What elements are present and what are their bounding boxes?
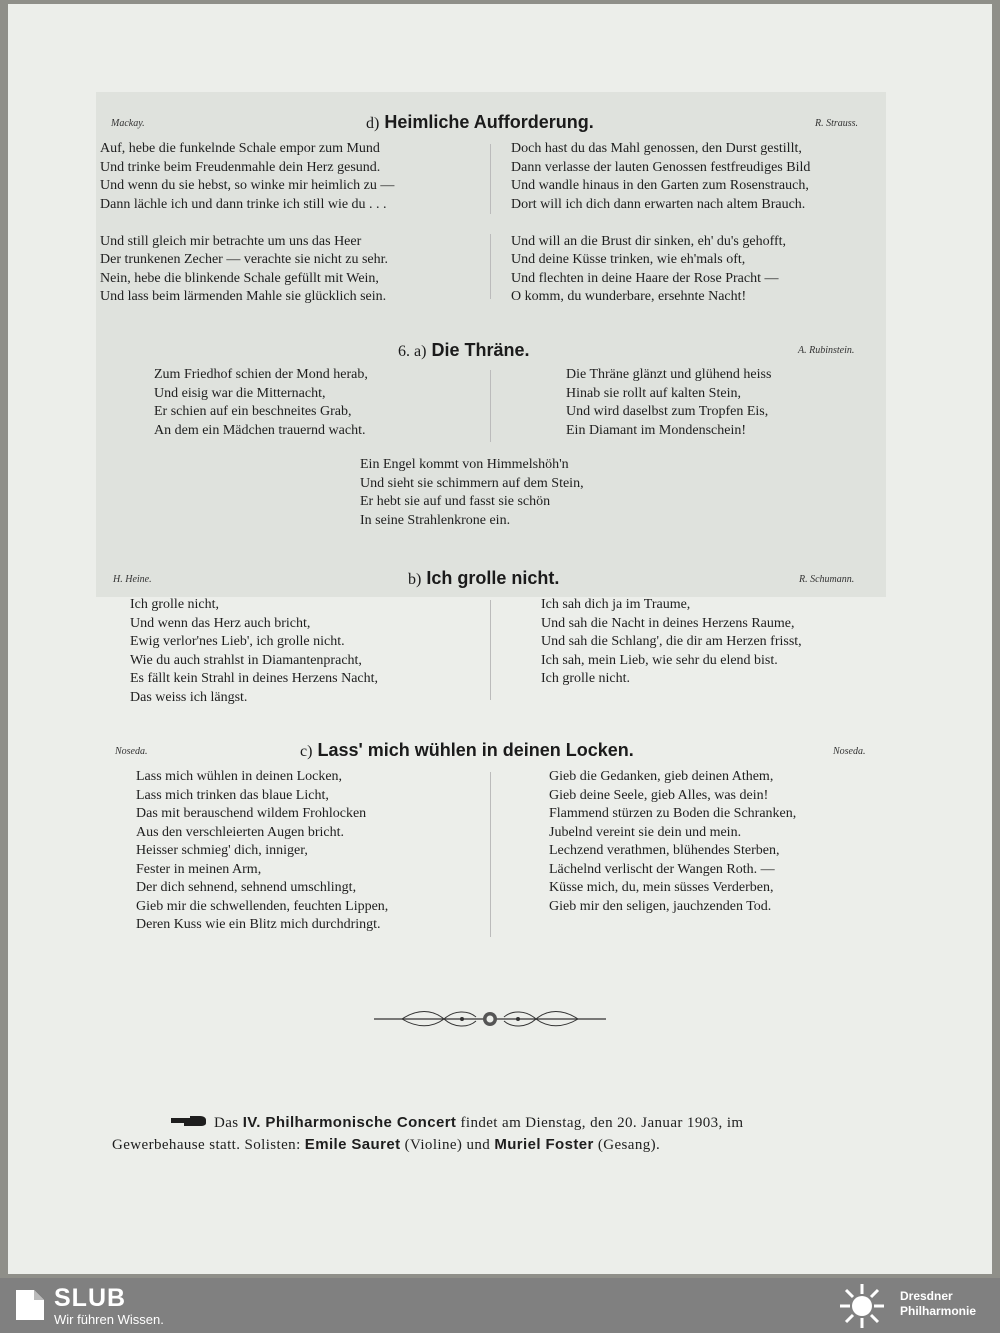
heading-text: Lass' mich wühlen in deinen Locken. — [317, 740, 634, 760]
verse-line: Ich sah dich ja im Traume, — [541, 597, 691, 612]
verse-line: Dann lächle ich und dann trinke ich still wie du . . . — [100, 196, 387, 212]
heading-ich-grolle-nicht — [408, 568, 559, 589]
verse-line: Gieb mir den seligen, jauchzenden Tod. — [549, 898, 772, 914]
verse-line: Lächelnd verlischt der Wangen Roth. — — [549, 861, 775, 877]
poet-noseda: Noseda. — [115, 746, 148, 757]
verse-line: Hinab sie rollt auf kalten Stein, — [566, 385, 741, 401]
verse-line: Und still gleich mir betrachte um uns das Heer — [100, 233, 362, 249]
verse-line: Dann verlasse der lauten Genossen festfreudiges Bild — [511, 159, 811, 175]
heading-lass-mich-wuehlen — [300, 740, 634, 761]
verse-line: Zum Friedhof schien der Mond herab, — [154, 367, 368, 382]
ornament-divider — [372, 1006, 608, 1032]
verse-line — [511, 214, 810, 233]
verse-line: Doch hast du das Mahl genossen, den Durst gestillt, — [511, 141, 802, 156]
slub-logo-icon — [14, 1288, 46, 1322]
heading-label: b) — [408, 571, 422, 588]
verse-line: Und sieht sie schimmern auf dem Stein, — [360, 475, 584, 491]
verse-a6-right — [566, 366, 771, 440]
verse-line: Auf, hebe die funkelnde Schale empor zum Mund — [100, 141, 380, 156]
verse-line: Und wenn das Herz auch bricht, — [130, 615, 311, 631]
verse-line: Er schien auf ein beschneites Grab, — [154, 404, 352, 419]
verse-line: Und lass beim lärmenden Mahle sie glücklich sein. — [100, 289, 387, 304]
verse-line: Die Thräne glänzt und glühend heiss — [566, 367, 772, 382]
heading-label: d) — [366, 115, 380, 132]
heading-text: Ich grolle nicht. — [426, 568, 560, 588]
verse-line: Und deine Küsse trinken, wie eh'mals oft, — [511, 252, 746, 267]
philharmonie-logo-icon — [838, 1282, 886, 1330]
philharmonie-name — [900, 1289, 976, 1319]
verse-line: Ich grolle nicht, — [130, 597, 220, 612]
heading-die-thraene — [398, 340, 529, 361]
verse-line: Und wandle hinaus in den Garten zum Rosenstrauch, — [511, 178, 809, 193]
concert-text: (Violine) und — [400, 1137, 495, 1153]
pointing-hand-icon — [170, 1114, 208, 1128]
verse-line: Wie du auch strahlst in Diamantenpracht, — [130, 652, 362, 668]
verse-line: Jubelnd vereint sie dein und mein. — [549, 824, 742, 840]
poet-heine: H. Heine. — [113, 574, 152, 585]
verse-line: Das weiss ich längst. — [130, 689, 248, 705]
verse-line: In seine Strahlenkrone ein. — [360, 512, 511, 528]
verse-line: Lechzend verathmen, blühendes Sterben, — [549, 843, 780, 858]
poet-mackay: Mackay. — [111, 118, 145, 129]
philharmonie-line-1: Dresdner — [900, 1289, 953, 1303]
verse-line: Das mit berauschend wildem Frohlocken — [136, 806, 367, 821]
verse-line: Ewig verlor'nes Lieb', ich grolle nicht. — [130, 634, 345, 649]
concert-text: (Gesang). — [593, 1137, 661, 1153]
verse-line: Ein Diamant im Mondenschein! — [566, 422, 747, 438]
soloist-foster: Muriel Foster — [494, 1136, 594, 1153]
column-divider — [490, 600, 491, 700]
verse-line: Gieb deine Seele, gieb Alles, was dein! — [549, 787, 769, 803]
composer-noseda: Noseda. — [833, 746, 866, 757]
concert-title: IV. Philharmonische Concert — [242, 1114, 457, 1131]
philharmonie-line-2: Philharmonie — [900, 1304, 977, 1318]
composer-strauss: R. Strauss. — [815, 118, 859, 129]
heading-heimliche-aufforderung — [366, 112, 594, 133]
verse-line — [100, 214, 394, 233]
verse-a6-left — [154, 366, 368, 440]
soloist-sauret: Emile Sauret — [304, 1136, 401, 1153]
verse-line: Der dich sehnend, sehnend umschlingt, — [136, 880, 357, 895]
slub-tagline: Wir führen Wissen. — [54, 1312, 164, 1327]
concert-text: Gewerbehause statt. Solisten: — [112, 1137, 305, 1153]
concert-text: Das — [214, 1115, 243, 1131]
column-divider — [490, 772, 491, 937]
verse-b-left — [130, 596, 378, 707]
verse-c-left — [136, 768, 388, 935]
slub-brand: SLUB — [54, 1284, 127, 1312]
composer-rubinstein: A. Rubinstein. — [798, 345, 855, 356]
verse-line: Und eisig war die Mitternacht, — [154, 385, 326, 401]
concert-line-2 — [112, 1134, 892, 1156]
column-divider — [490, 370, 491, 442]
verse-line: Dort will ich dich dann erwarten nach altem Brauch. — [511, 196, 806, 212]
verse-line: An dem ein Mädchen trauernd wacht. — [154, 422, 366, 438]
verse-line: Lass mich trinken das blaue Licht, — [136, 787, 329, 803]
heading-text: Die Thräne. — [431, 340, 530, 360]
verse-line: Er hebt sie auf und fasst sie schön — [360, 494, 551, 509]
verse-line: Es fällt kein Strahl in deines Herzens Nacht, — [130, 671, 379, 686]
verse-line: Aus den verschleierten Augen bricht. — [136, 824, 344, 840]
verse-a6-center — [360, 456, 584, 530]
verse-line: Und wenn du sie hebst, so winke mir heimlich zu — — [100, 178, 395, 193]
verse-line: Heisser schmieg' dich, inniger, — [136, 843, 308, 858]
verse-d-right — [511, 140, 810, 307]
concert-announcement — [112, 1112, 892, 1156]
column-divider — [490, 234, 491, 299]
verse-line: Ein Engel kommt von Himmelshöh'n — [360, 457, 569, 472]
heading-label: 6. a) — [398, 343, 427, 360]
verse-line: Der trunkenen Zecher — verachte sie nicht zu sehr. — [100, 252, 389, 267]
column-divider — [490, 144, 491, 214]
verse-line: Gieb mir die schwellenden, feuchten Lippen, — [136, 898, 389, 914]
verse-line: Gieb die Gedanken, gieb deinen Athem, — [549, 769, 774, 784]
concert-date: findet am Dienstag, den 20. Januar 1903, im — [456, 1115, 744, 1131]
verse-line: Und flechten in deine Haare der Rose Pracht — — [511, 270, 779, 286]
verse-line: Und trinke beim Freudenmahle dein Herz gesund. — [100, 159, 381, 175]
verse-line: Lass mich wühlen in deinen Locken, — [136, 769, 343, 784]
verse-line: Und sah die Schlang', die dir am Herzen frisst, — [541, 634, 802, 649]
document-page — [8, 4, 992, 1274]
verse-c-right — [549, 768, 796, 916]
verse-line: Fester in meinen Arm, — [136, 861, 262, 877]
verse-line: Ich grolle nicht. — [541, 671, 631, 686]
verse-line: Flammend stürzen zu Boden die Schranken, — [549, 806, 797, 821]
verse-line: O komm, du wunderbare, ersehnte Nacht! — [511, 289, 747, 304]
verse-line: Und will an die Brust dir sinken, eh' du's gehofft, — [511, 233, 787, 249]
verse-line: Küsse mich, du, mein süsses Verderben, — [549, 880, 774, 895]
verse-line: Ich sah, mein Lieb, wie sehr du elend bist. — [541, 652, 778, 668]
verse-line: Deren Kuss wie ein Blitz mich durchdringt. — [136, 917, 381, 932]
verse-line: Und wird daselbst zum Tropfen Eis, — [566, 404, 769, 419]
verse-line: Nein, hebe die blinkende Schale gefüllt mit Wein, — [100, 270, 379, 286]
verse-b-right — [541, 596, 802, 689]
heading-text: Heimliche Aufforderung. — [384, 112, 594, 132]
footer-bar — [0, 1278, 1000, 1333]
heading-label: c) — [300, 743, 313, 760]
verse-line: Und sah die Nacht in deines Herzens Raume, — [541, 615, 795, 631]
composer-schumann: R. Schumann. — [799, 574, 855, 585]
verse-d-left — [100, 140, 394, 307]
concert-line-1 — [112, 1112, 892, 1134]
